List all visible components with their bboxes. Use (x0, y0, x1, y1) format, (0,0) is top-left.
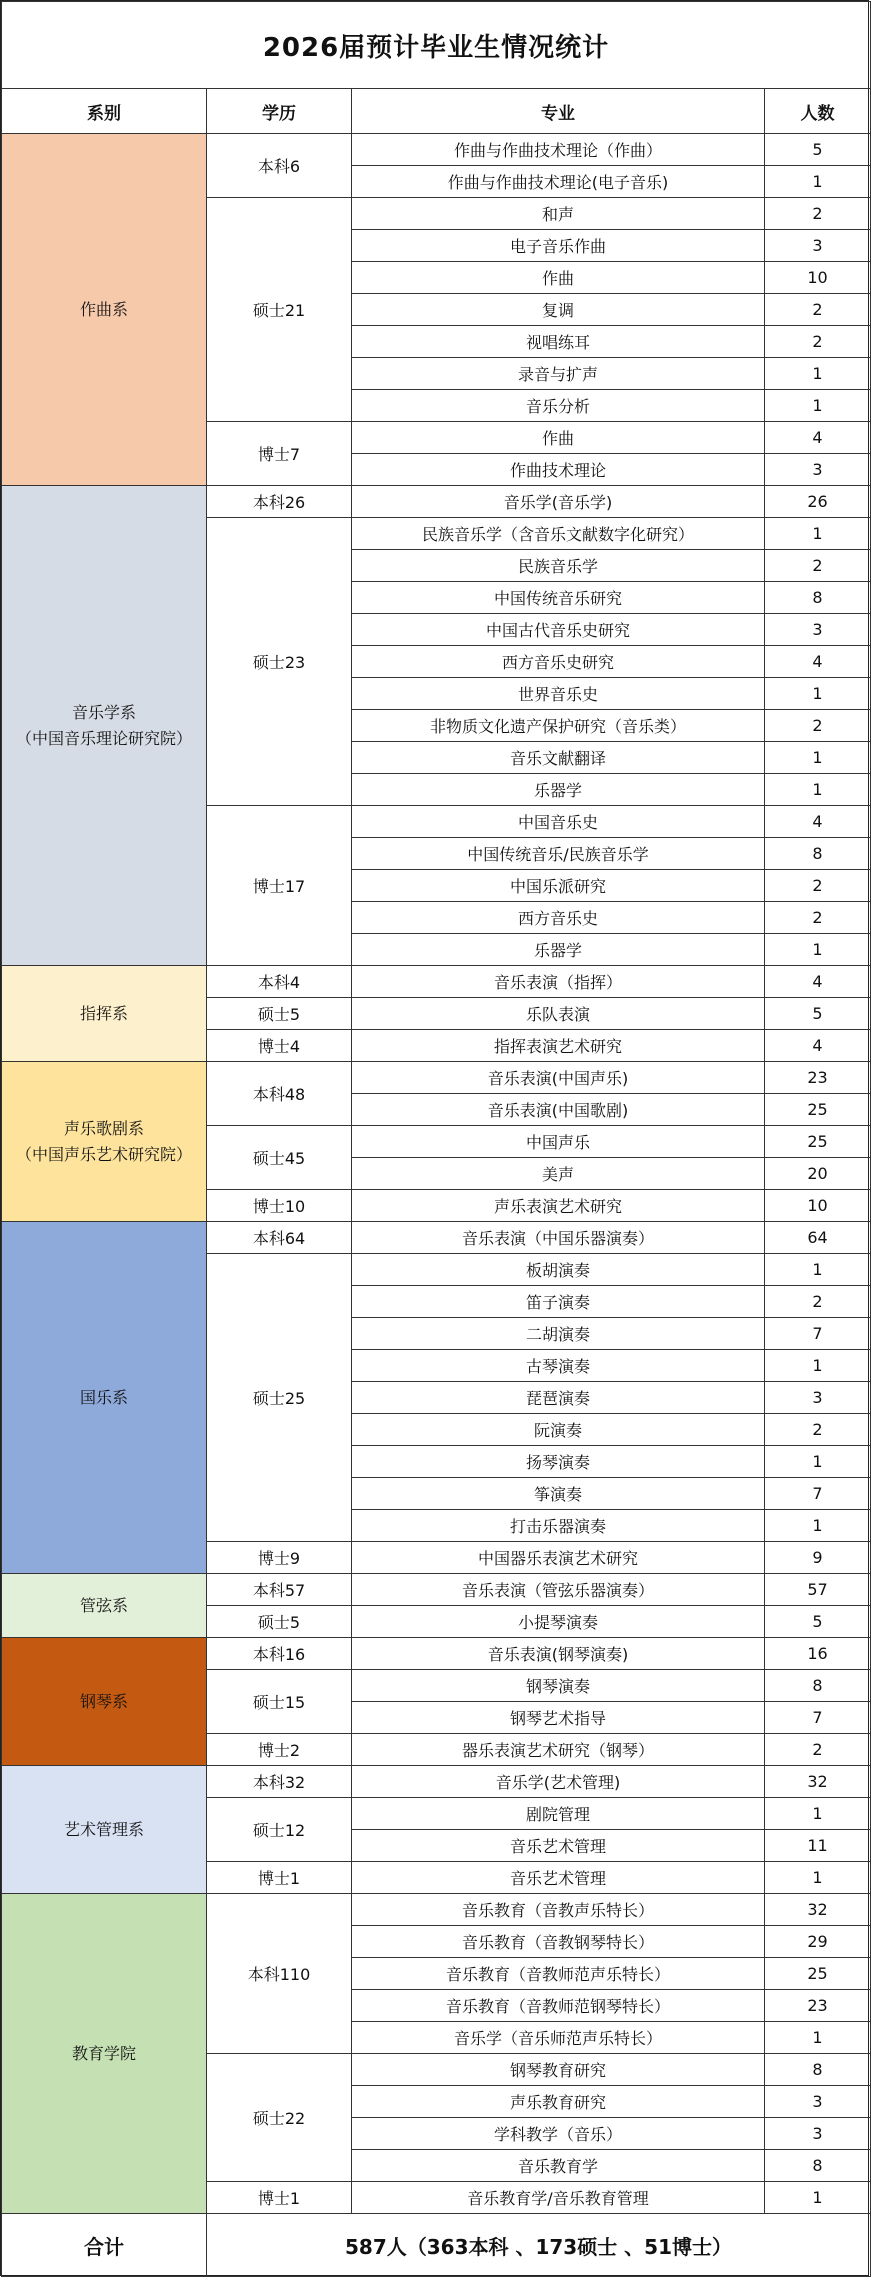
count-cell: 11 (765, 1830, 871, 1862)
count-cell: 8 (765, 2150, 871, 2182)
count-cell: 5 (765, 998, 871, 1030)
count-cell: 2 (765, 1286, 871, 1318)
major-cell: 音乐表演(中国歌剧) (352, 1094, 765, 1126)
major-cell: 钢琴教育研究 (352, 2054, 765, 2086)
degree-cell: 本科26 (207, 486, 352, 518)
major-cell: 音乐教育学/音乐教育管理 (352, 2182, 765, 2214)
major-cell: 声乐教育研究 (352, 2086, 765, 2118)
dept-label: 钢琴系 (79, 1691, 128, 1711)
count-cell: 1 (765, 2022, 871, 2054)
major-cell: 乐队表演 (352, 998, 765, 1030)
count-cell: 10 (765, 1190, 871, 1222)
dept-cell-piano (2, 1638, 207, 1766)
count-cell: 5 (765, 1606, 871, 1638)
count-cell: 1 (765, 742, 871, 774)
dept-cell-musicology (2, 486, 207, 966)
major-cell: 音乐文献翻译 (352, 742, 765, 774)
count-cell: 8 (765, 2054, 871, 2086)
degree-cell: 硕士12 (207, 1798, 352, 1862)
major-cell: 琵琶演奏 (352, 1382, 765, 1414)
degree-cell: 本科57 (207, 1574, 352, 1606)
dept-label: 声乐歌剧系 (63, 1118, 144, 1138)
dept-label: 音乐学系 (71, 702, 136, 722)
major-cell: 美声 (352, 1158, 765, 1190)
dept-cell-education (2, 1894, 207, 2214)
major-cell: 音乐教育（音教师范声乐特长） (352, 1958, 765, 1990)
major-cell: 笛子演奏 (352, 1286, 765, 1318)
count-cell: 3 (765, 230, 871, 262)
count-cell: 7 (765, 1702, 871, 1734)
count-cell: 1 (765, 166, 871, 198)
count-cell: 2 (765, 710, 871, 742)
table-row (2, 1894, 871, 1926)
dept-label: 国乐系 (79, 1387, 128, 1407)
dept-cell-vocal-opera (2, 1062, 207, 1222)
degree-cell: 硕士22 (207, 2054, 352, 2182)
dept-label: 教育学院 (71, 2043, 136, 2063)
count-cell: 57 (765, 1574, 871, 1606)
count-cell: 1 (765, 774, 871, 806)
count-cell: 2 (765, 902, 871, 934)
major-cell: 民族音乐学（含音乐文献数字化研究） (352, 518, 765, 550)
count-cell: 1 (765, 1862, 871, 1894)
major-cell: 钢琴艺术指导 (352, 1702, 765, 1734)
header-row (2, 89, 871, 134)
graduate-statistics-table (1, 1, 871, 2277)
major-cell: 打击乐器演奏 (352, 1510, 765, 1542)
major-cell: 中国传统音乐研究 (352, 582, 765, 614)
count-cell: 23 (765, 1990, 871, 2022)
count-cell: 2 (765, 326, 871, 358)
degree-cell: 博士1 (207, 1862, 352, 1894)
major-cell: 音乐学(艺术管理) (352, 1766, 765, 1798)
count-cell: 1 (765, 934, 871, 966)
degree-cell: 博士9 (207, 1542, 352, 1574)
major-cell: 复调 (352, 294, 765, 326)
count-cell: 3 (765, 614, 871, 646)
degree-cell: 本科16 (207, 1638, 352, 1670)
degree-cell: 本科32 (207, 1766, 352, 1798)
major-cell: 非物质文化遗产保护研究（音乐类） (352, 710, 765, 742)
count-cell: 1 (765, 1254, 871, 1286)
major-cell: 和声 (352, 198, 765, 230)
title-row (2, 2, 871, 89)
degree-cell: 硕士23 (207, 518, 352, 806)
major-cell: 钢琴演奏 (352, 1670, 765, 1702)
count-cell: 9 (765, 1542, 871, 1574)
major-cell: 音乐学(音乐学) (352, 486, 765, 518)
major-cell: 器乐表演艺术研究（钢琴） (352, 1734, 765, 1766)
count-cell: 4 (765, 966, 871, 998)
count-cell: 7 (765, 1318, 871, 1350)
count-cell: 25 (765, 1094, 871, 1126)
major-cell: 民族音乐学 (352, 550, 765, 582)
major-cell: 中国传统音乐/民族音乐学 (352, 838, 765, 870)
count-cell: 26 (765, 486, 871, 518)
count-cell: 4 (765, 806, 871, 838)
header-count: 人数 (765, 89, 871, 134)
dept-label: 艺术管理系 (63, 1819, 144, 1839)
dept-cell-arts-management (2, 1766, 207, 1894)
count-cell: 2 (765, 1414, 871, 1446)
count-cell: 29 (765, 1926, 871, 1958)
degree-cell: 博士4 (207, 1030, 352, 1062)
table-row (2, 1062, 871, 1094)
major-cell: 作曲 (352, 422, 765, 454)
major-cell: 音乐学（音乐师范声乐特长） (352, 2022, 765, 2054)
major-cell: 音乐教育学 (352, 2150, 765, 2182)
count-cell: 3 (765, 2086, 871, 2118)
major-cell: 筝演奏 (352, 1478, 765, 1510)
major-cell: 剧院管理 (352, 1798, 765, 1830)
major-cell: 古琴演奏 (352, 1350, 765, 1382)
major-cell: 视唱练耳 (352, 326, 765, 358)
major-cell: 指挥表演艺术研究 (352, 1030, 765, 1062)
table-row (2, 134, 871, 166)
degree-cell: 本科110 (207, 1894, 352, 2054)
major-cell: 音乐表演（中国乐器演奏） (352, 1222, 765, 1254)
count-cell: 4 (765, 1030, 871, 1062)
count-cell: 2 (765, 198, 871, 230)
degree-cell: 本科48 (207, 1062, 352, 1126)
major-cell: 西方音乐史 (352, 902, 765, 934)
degree-cell: 本科6 (207, 134, 352, 198)
major-cell: 作曲与作曲技术理论（作曲） (352, 134, 765, 166)
major-cell: 音乐教育（音教师范钢琴特长） (352, 1990, 765, 2022)
major-cell: 作曲 (352, 262, 765, 294)
major-cell: 板胡演奏 (352, 1254, 765, 1286)
count-cell: 10 (765, 262, 871, 294)
degree-cell: 博士2 (207, 1734, 352, 1766)
count-cell: 3 (765, 2118, 871, 2150)
major-cell: 学科教学（音乐） (352, 2118, 765, 2150)
degree-cell: 博士1 (207, 2182, 352, 2214)
major-cell: 扬琴演奏 (352, 1446, 765, 1478)
total-label: 合计 (2, 2214, 207, 2277)
table-row (2, 486, 871, 518)
major-cell: 中国古代音乐史研究 (352, 614, 765, 646)
dept-label: 指挥系 (79, 1003, 128, 1023)
count-cell: 32 (765, 1894, 871, 1926)
degree-cell: 硕士21 (207, 198, 352, 422)
count-cell: 3 (765, 1382, 871, 1414)
major-cell: 音乐表演(中国声乐) (352, 1062, 765, 1094)
table-row (2, 1766, 871, 1798)
major-cell: 录音与扩声 (352, 358, 765, 390)
major-cell: 中国音乐史 (352, 806, 765, 838)
degree-cell: 本科64 (207, 1222, 352, 1254)
degree-cell: 本科4 (207, 966, 352, 998)
major-cell: 中国声乐 (352, 1126, 765, 1158)
count-cell: 2 (765, 1734, 871, 1766)
major-cell: 音乐艺术管理 (352, 1830, 765, 1862)
major-cell: 西方音乐史研究 (352, 646, 765, 678)
count-cell: 23 (765, 1062, 871, 1094)
major-cell: 二胡演奏 (352, 1318, 765, 1350)
table-row (2, 1222, 871, 1254)
header-dept: 系别 (2, 89, 207, 134)
degree-cell: 硕士5 (207, 998, 352, 1030)
dept-label: 作曲系 (79, 299, 128, 319)
dept-label: 管弦系 (79, 1595, 128, 1615)
major-cell: 声乐表演艺术研究 (352, 1190, 765, 1222)
major-cell: 音乐表演（管弦乐器演奏） (352, 1574, 765, 1606)
degree-cell: 硕士25 (207, 1254, 352, 1542)
count-cell: 2 (765, 870, 871, 902)
major-cell: 中国乐派研究 (352, 870, 765, 902)
count-cell: 1 (765, 1510, 871, 1542)
count-cell: 1 (765, 358, 871, 390)
degree-cell: 博士17 (207, 806, 352, 966)
total-row (2, 2214, 871, 2277)
count-cell: 8 (765, 1670, 871, 1702)
table-row (2, 1574, 871, 1606)
count-cell: 5 (765, 134, 871, 166)
count-cell: 7 (765, 1478, 871, 1510)
table-row (2, 1638, 871, 1670)
header-major: 专业 (352, 89, 765, 134)
dept-cell-orchestral (2, 1574, 207, 1638)
count-cell: 8 (765, 838, 871, 870)
major-cell: 世界音乐史 (352, 678, 765, 710)
count-cell: 1 (765, 1446, 871, 1478)
degree-cell: 硕士5 (207, 1606, 352, 1638)
count-cell: 1 (765, 1798, 871, 1830)
total-value: 587人（363本科 、173硕士 、51博士） (207, 2214, 871, 2277)
major-cell: 阮演奏 (352, 1414, 765, 1446)
count-cell: 25 (765, 1958, 871, 1990)
dept-cell-conducting (2, 966, 207, 1062)
count-cell: 1 (765, 2182, 871, 2214)
major-cell: 小提琴演奏 (352, 1606, 765, 1638)
count-cell: 8 (765, 582, 871, 614)
major-cell: 音乐教育（音教声乐特长） (352, 1894, 765, 1926)
major-cell: 音乐表演(钢琴演奏) (352, 1638, 765, 1670)
count-cell: 4 (765, 422, 871, 454)
count-cell: 64 (765, 1222, 871, 1254)
dept-cell-composition (2, 134, 207, 486)
count-cell: 1 (765, 678, 871, 710)
dept-sublabel: （中国声乐艺术研究院） (15, 1144, 192, 1164)
dept-sublabel: （中国音乐理论研究院） (15, 728, 192, 748)
count-cell: 2 (765, 294, 871, 326)
major-cell: 中国器乐表演艺术研究 (352, 1542, 765, 1574)
major-cell: 音乐分析 (352, 390, 765, 422)
dept-cell-chinese-instruments (2, 1222, 207, 1574)
count-cell: 16 (765, 1638, 871, 1670)
degree-cell: 博士7 (207, 422, 352, 486)
degree-cell: 硕士45 (207, 1126, 352, 1190)
table-row (2, 966, 871, 998)
major-cell: 乐器学 (352, 934, 765, 966)
count-cell: 2 (765, 550, 871, 582)
degree-cell: 博士10 (207, 1190, 352, 1222)
major-cell: 作曲技术理论 (352, 454, 765, 486)
major-cell: 音乐表演（指挥） (352, 966, 765, 998)
count-cell: 25 (765, 1126, 871, 1158)
count-cell: 32 (765, 1766, 871, 1798)
count-cell: 1 (765, 390, 871, 422)
major-cell: 乐器学 (352, 774, 765, 806)
major-cell: 音乐教育（音教钢琴特长） (352, 1926, 765, 1958)
count-cell: 20 (765, 1158, 871, 1190)
count-cell: 1 (765, 1350, 871, 1382)
count-cell: 3 (765, 454, 871, 486)
page-title: 2026届预计毕业生情况统计 (2, 2, 871, 89)
major-cell: 作曲与作曲技术理论(电子音乐) (352, 166, 765, 198)
major-cell: 电子音乐作曲 (352, 230, 765, 262)
major-cell: 音乐艺术管理 (352, 1862, 765, 1894)
header-degree: 学历 (207, 89, 352, 134)
count-cell: 4 (765, 646, 871, 678)
degree-cell: 硕士15 (207, 1670, 352, 1734)
count-cell: 1 (765, 518, 871, 550)
